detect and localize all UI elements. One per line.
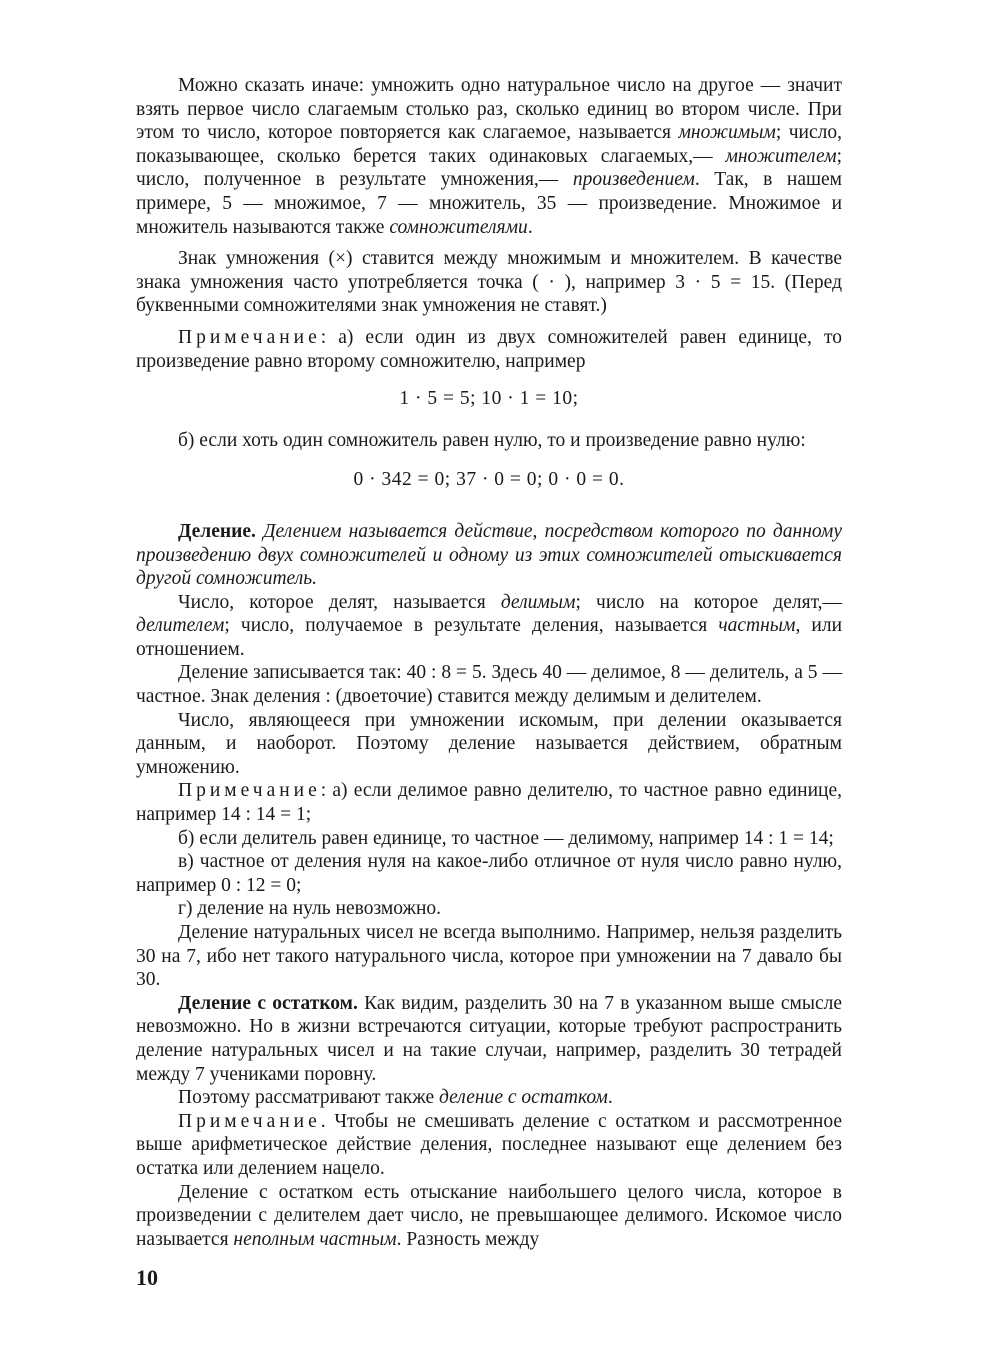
paragraph-division-notation: Деление записывается так: 40 : 8 = 5. Здесь 40 — делимое, 8 — делитель, а 5 — частное. Знак деления : (двоеточие) ставится между делимым и делителем.	[136, 662, 842, 708]
term-divisor: делителем	[136, 615, 225, 637]
paragraph-division-inverse: Число, являющееся при умножении искомым, при делении оказывается данным, и наоборот. Поэтому деление называется действием, обратным умножению.	[136, 709, 842, 778]
term-factors: сомножителями	[389, 216, 528, 238]
formula-multiply-by-zero: 0 · 342 = 0; 37 · 0 = 0; 0 · 0 = 0.	[353, 469, 625, 491]
formula-multiply-by-one: 1 · 5 = 5; 10 · 1 = 10;	[399, 388, 579, 410]
note-division-b: б) если делитель равен единице, то частное — делимому, например 14 : 1 = 14;	[178, 827, 834, 849]
term-multiplicand: множимым	[678, 122, 776, 144]
section-heading-remainder: Деление с остатком.	[178, 992, 358, 1014]
note-division-d: г) деление на нуль невозможно.	[178, 898, 442, 920]
paragraph-division-definition: Деление. Делением называется действие, посредством которого по данному произведению двух сомножителей и одному из этих сомножителей отыскивается другой сомножитель.	[136, 520, 842, 590]
paragraph-incomplete-quotient: Деление с остатком есть отыскание наибольшего целого числа, которое в произведении с делителем дает число, не превышающее делимого. Искомое число называется неполным частным. Разность между	[136, 1181, 842, 1250]
note-remainder: Примечание. Чтобы не смешивать деление с остатком и рассмотренное выше арифметическое действие деления, последнее называют еще делением без остатка или делением нацело.	[136, 1110, 842, 1179]
paragraph-therefore: Поэтому рассматривают также деление с остатком.	[178, 1087, 613, 1109]
note-label: Примечание	[178, 1110, 321, 1132]
paragraph-division-remainder: Деление с остатком. Как видим, разделить 30 на 7 в указанном выше смысле невозможно. Но в жизни встречаются ситуации, которые требуют распространить деление натуральных чисел и на такие случаи, например, разделить 30 тетрадей между 7 учениками поровну.	[136, 992, 843, 1085]
note-label: Примечание	[178, 780, 321, 802]
note-label: Примечание	[178, 326, 321, 348]
term-quotient: частным	[718, 615, 796, 637]
term-multiplier: множителем	[725, 145, 837, 167]
paragraph-division-terms: Число, которое делят, называется делимым; число на которое делят,— делителем; число, получаемое в результате деления, называется частным, или отношением.	[136, 591, 843, 660]
note-multiplication-a: Примечание: а) если один из двух сомножителей равен единице, то произведение равно второму сомножителю, например	[136, 326, 842, 372]
term-product: произведением	[572, 169, 695, 191]
term-division-with-remainder: деление с остатком	[439, 1087, 608, 1109]
section-heading-division: Деление.	[178, 520, 256, 542]
paragraph-multiplication-terms: Можно сказать иначе: умножить одно натуральное число на другое — значит взять первое число слагаемым столько раз, сколько единиц во втором числе. При этом то число, которое повторяется как слагаемое, называется множимым; число, показывающее, сколько берется таких одинаковых слагаемых,— множителем; число, полученное в результате умножения,— произведением. Так, в нашем примере, 5 — множимое, 7 — множитель, 35 — произведение. Множимое и множитель называются также сомножителями.	[136, 75, 842, 238]
term-incomplete-quotient: неполным частным	[233, 1228, 397, 1250]
note-division-a: Примечание: а) если делимое равно делителю, то частное равно единице, например 14 : 14 = 1;	[136, 780, 842, 826]
term-dividend: делимым	[500, 591, 576, 613]
page-number: 10	[136, 1265, 158, 1290]
paragraph-multiplication-sign: Знак умножения (×) ставится между множимым и множителем. В качестве знака умножения часто употребляется точка ( · ), например 3 · 5 = 15. (Перед буквенными сомножителями знак умножения не ставят.)	[136, 248, 842, 317]
note-multiplication-b: б) если хоть один сомножитель равен нулю, то и произведение равно нулю:	[178, 429, 806, 451]
paragraph-division-not-always: Деление натуральных чисел не всегда выполнимо. Например, нельзя разделить 30 на 7, ибо нет такого натурального числа, которое при умножении на 7 давало бы 30.	[136, 922, 842, 991]
page-body	[136, 74, 842, 1251]
note-division-c: в) частное от деления нуля на какое-либо отличное от нуля число равно нулю, например 0 : 12 = 0;	[136, 851, 842, 896]
